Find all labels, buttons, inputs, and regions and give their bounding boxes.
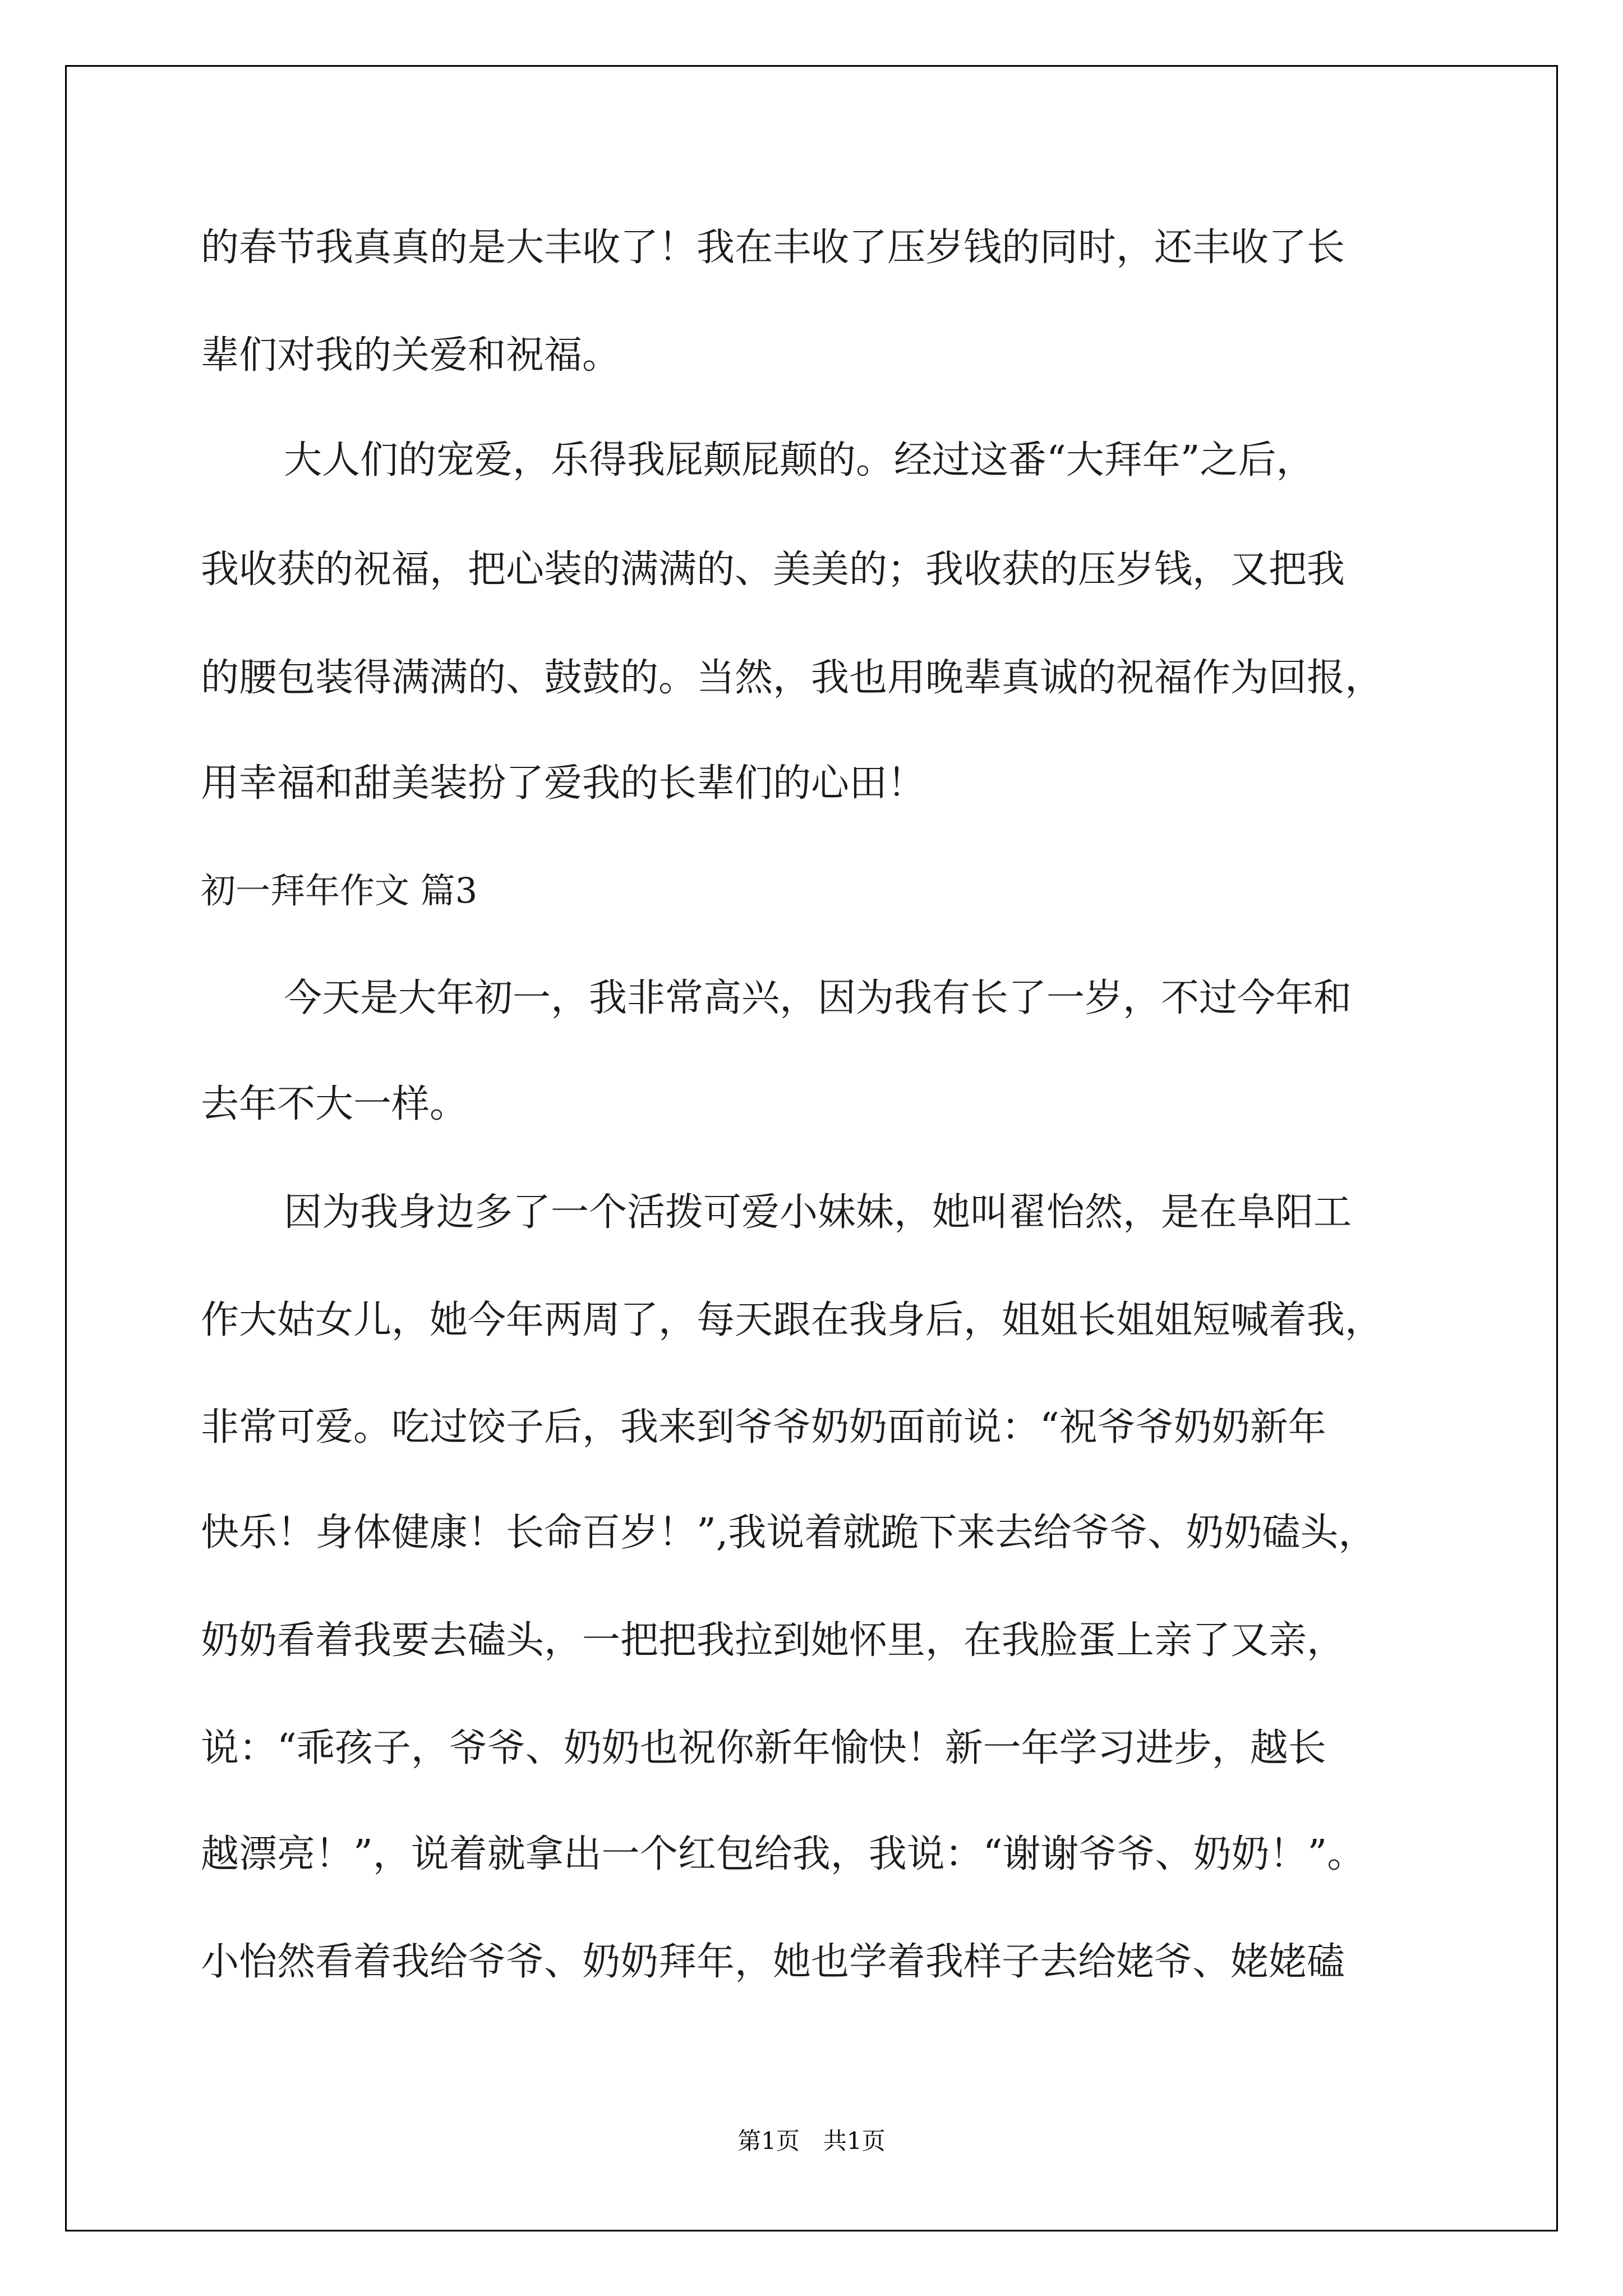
page-frame: [65, 65, 1558, 2231]
text-line: 作大姑女儿，她今年两周了，每天跟在我身后，姐姐长姐姐短喊着我，: [201, 1298, 1384, 1342]
text-line: 小怡然看着我给爷爷、奶奶拜年，她也学着我样子去给姥爷、姥姥磕: [201, 1940, 1345, 1984]
text-line: 奶奶看着我要去磕头，一把把我拉到她怀里，在我脸蛋上亲了又亲，: [201, 1618, 1345, 1663]
paragraph-start-line: 今天是大年初一，我非常高兴，因为我有长了一岁，不过今年和: [284, 976, 1352, 1020]
paragraph-start-line: 因为我身边多了一个活拨可爱小妹妹，她叫翟怡然，是在阜阳工: [284, 1190, 1352, 1235]
text-line: 辈们对我的关爱和祝福。: [201, 333, 621, 378]
text-line: 用幸福和甜美装扮了爱我的长辈们的心田！: [201, 761, 926, 806]
text-line: 我收获的祝福，把心装的满满的、美美的；我收获的压岁钱，又把我: [201, 547, 1345, 592]
text-line: 越漂亮！”，说着就拿出一个红包给我，我说：“谢谢爷爷、奶奶！”。: [201, 1832, 1366, 1876]
text-line: 的腰包装得满满的、鼓鼓的。当然，我也用晚辈真诚的祝福作为回报，: [201, 656, 1384, 700]
text-line: 说：“乖孩子，爷爷、奶奶也祝你新年愉快！新一年学习进步，越长: [201, 1726, 1326, 1770]
page-number: 第1页 共1页: [737, 2127, 886, 2155]
text-line: 非常可爱。吃过饺子后，我来到爷爷奶奶面前说：“祝爷爷奶奶新年: [201, 1405, 1326, 1450]
section-heading: 初一拜年作文 篇3: [201, 870, 478, 911]
text-line: 的春节我真真的是大丰收了！我在丰收了压岁钱的同时，还丰收了长: [201, 226, 1345, 270]
text-line: 快乐！身体健康！长命百岁！”,我说着就跪下来去给爷爷、奶奶磕头，: [201, 1511, 1377, 1555]
text-line: 去年不大一样。: [201, 1082, 468, 1126]
paragraph-start-line: 大人们的宠爱，乐得我屁颠屁颠的。经过这番“大拜年”之后，: [284, 438, 1315, 482]
